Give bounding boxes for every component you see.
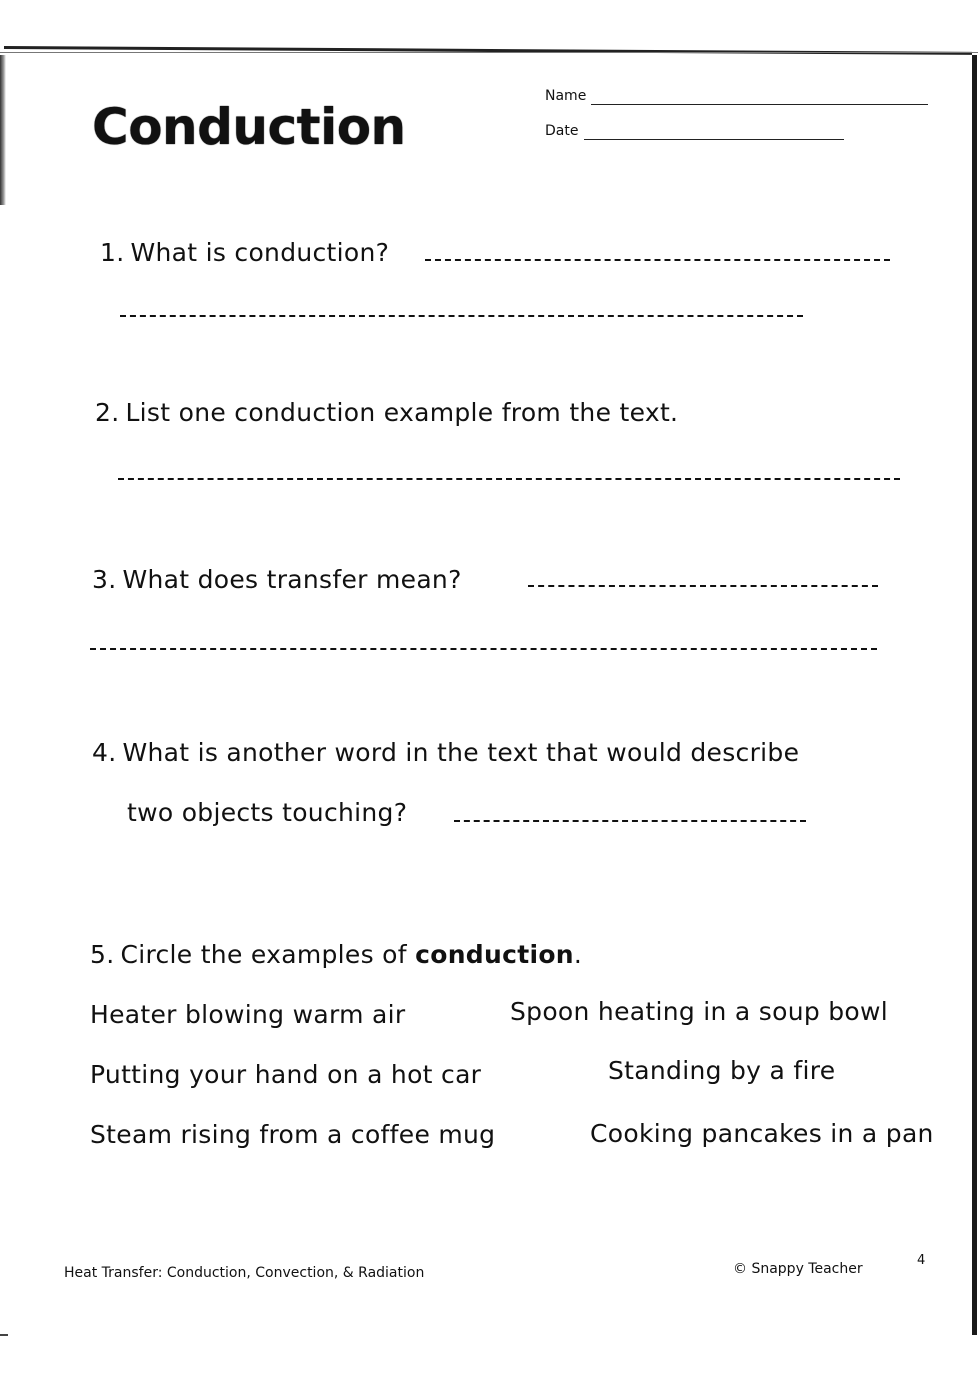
example-option[interactable]: Standing by a fire: [608, 1056, 836, 1085]
question-4: [92, 738, 799, 767]
question-5-text-suffix: .: [573, 940, 583, 969]
date-label: Date: [545, 123, 579, 139]
question-3-number: 3.: [92, 565, 117, 594]
scan-edge-top-inner: [0, 52, 978, 53]
question-1-text: What is conduction?: [130, 238, 390, 267]
answer-4-line[interactable]: [454, 820, 806, 822]
scan-edge-top: [4, 46, 972, 55]
question-3-text: What does transfer mean?: [122, 565, 462, 594]
example-option[interactable]: Steam rising from a coffee mug: [90, 1120, 496, 1149]
answer-1-line-1[interactable]: [425, 259, 890, 261]
answer-3-line-2[interactable]: [90, 648, 877, 650]
question-5-text-bold: conduction: [415, 940, 574, 969]
answer-3-line-1[interactable]: [528, 585, 878, 587]
question-2-number: 2.: [95, 398, 120, 427]
question-5-number: 5.: [90, 940, 115, 969]
footer-copyright: © Snappy Teacher: [733, 1261, 863, 1277]
name-field-line[interactable]: [591, 104, 928, 105]
page-title: Conduction: [92, 98, 406, 156]
question-1-number: 1.: [100, 238, 125, 267]
name-label: Name: [545, 88, 587, 104]
question-4-text: What is another word in the text that would describe: [122, 738, 800, 767]
question-5-text-prefix: Circle the examples of: [120, 940, 407, 969]
example-option[interactable]: Spoon heating in a soup bowl: [510, 997, 889, 1026]
example-option[interactable]: Putting your hand on a hot car: [90, 1060, 482, 1089]
answer-1-line-2[interactable]: [120, 315, 803, 317]
question-2-text: List one conduction example from the text.: [125, 398, 679, 427]
scan-edge-left: [0, 55, 6, 205]
scan-edge-right: [972, 55, 977, 1335]
example-option[interactable]: Cooking pancakes in a pan: [590, 1119, 934, 1148]
question-2: [95, 398, 678, 427]
footer-page-number: 4: [917, 1253, 926, 1268]
scan-edge-bottom: [0, 1334, 8, 1336]
answer-2-line[interactable]: [118, 478, 900, 480]
question-5: [90, 940, 582, 969]
question-4-line-2: two objects touching?: [127, 798, 408, 827]
date-field-line[interactable]: [584, 139, 844, 140]
footer-series-title: Heat Transfer: Conduction, Convection, & Radiation: [64, 1265, 425, 1281]
question-4-number: 4.: [92, 738, 117, 767]
question-1: [100, 238, 389, 267]
question-3: [92, 565, 462, 594]
example-option[interactable]: Heater blowing warm air: [90, 1000, 406, 1029]
